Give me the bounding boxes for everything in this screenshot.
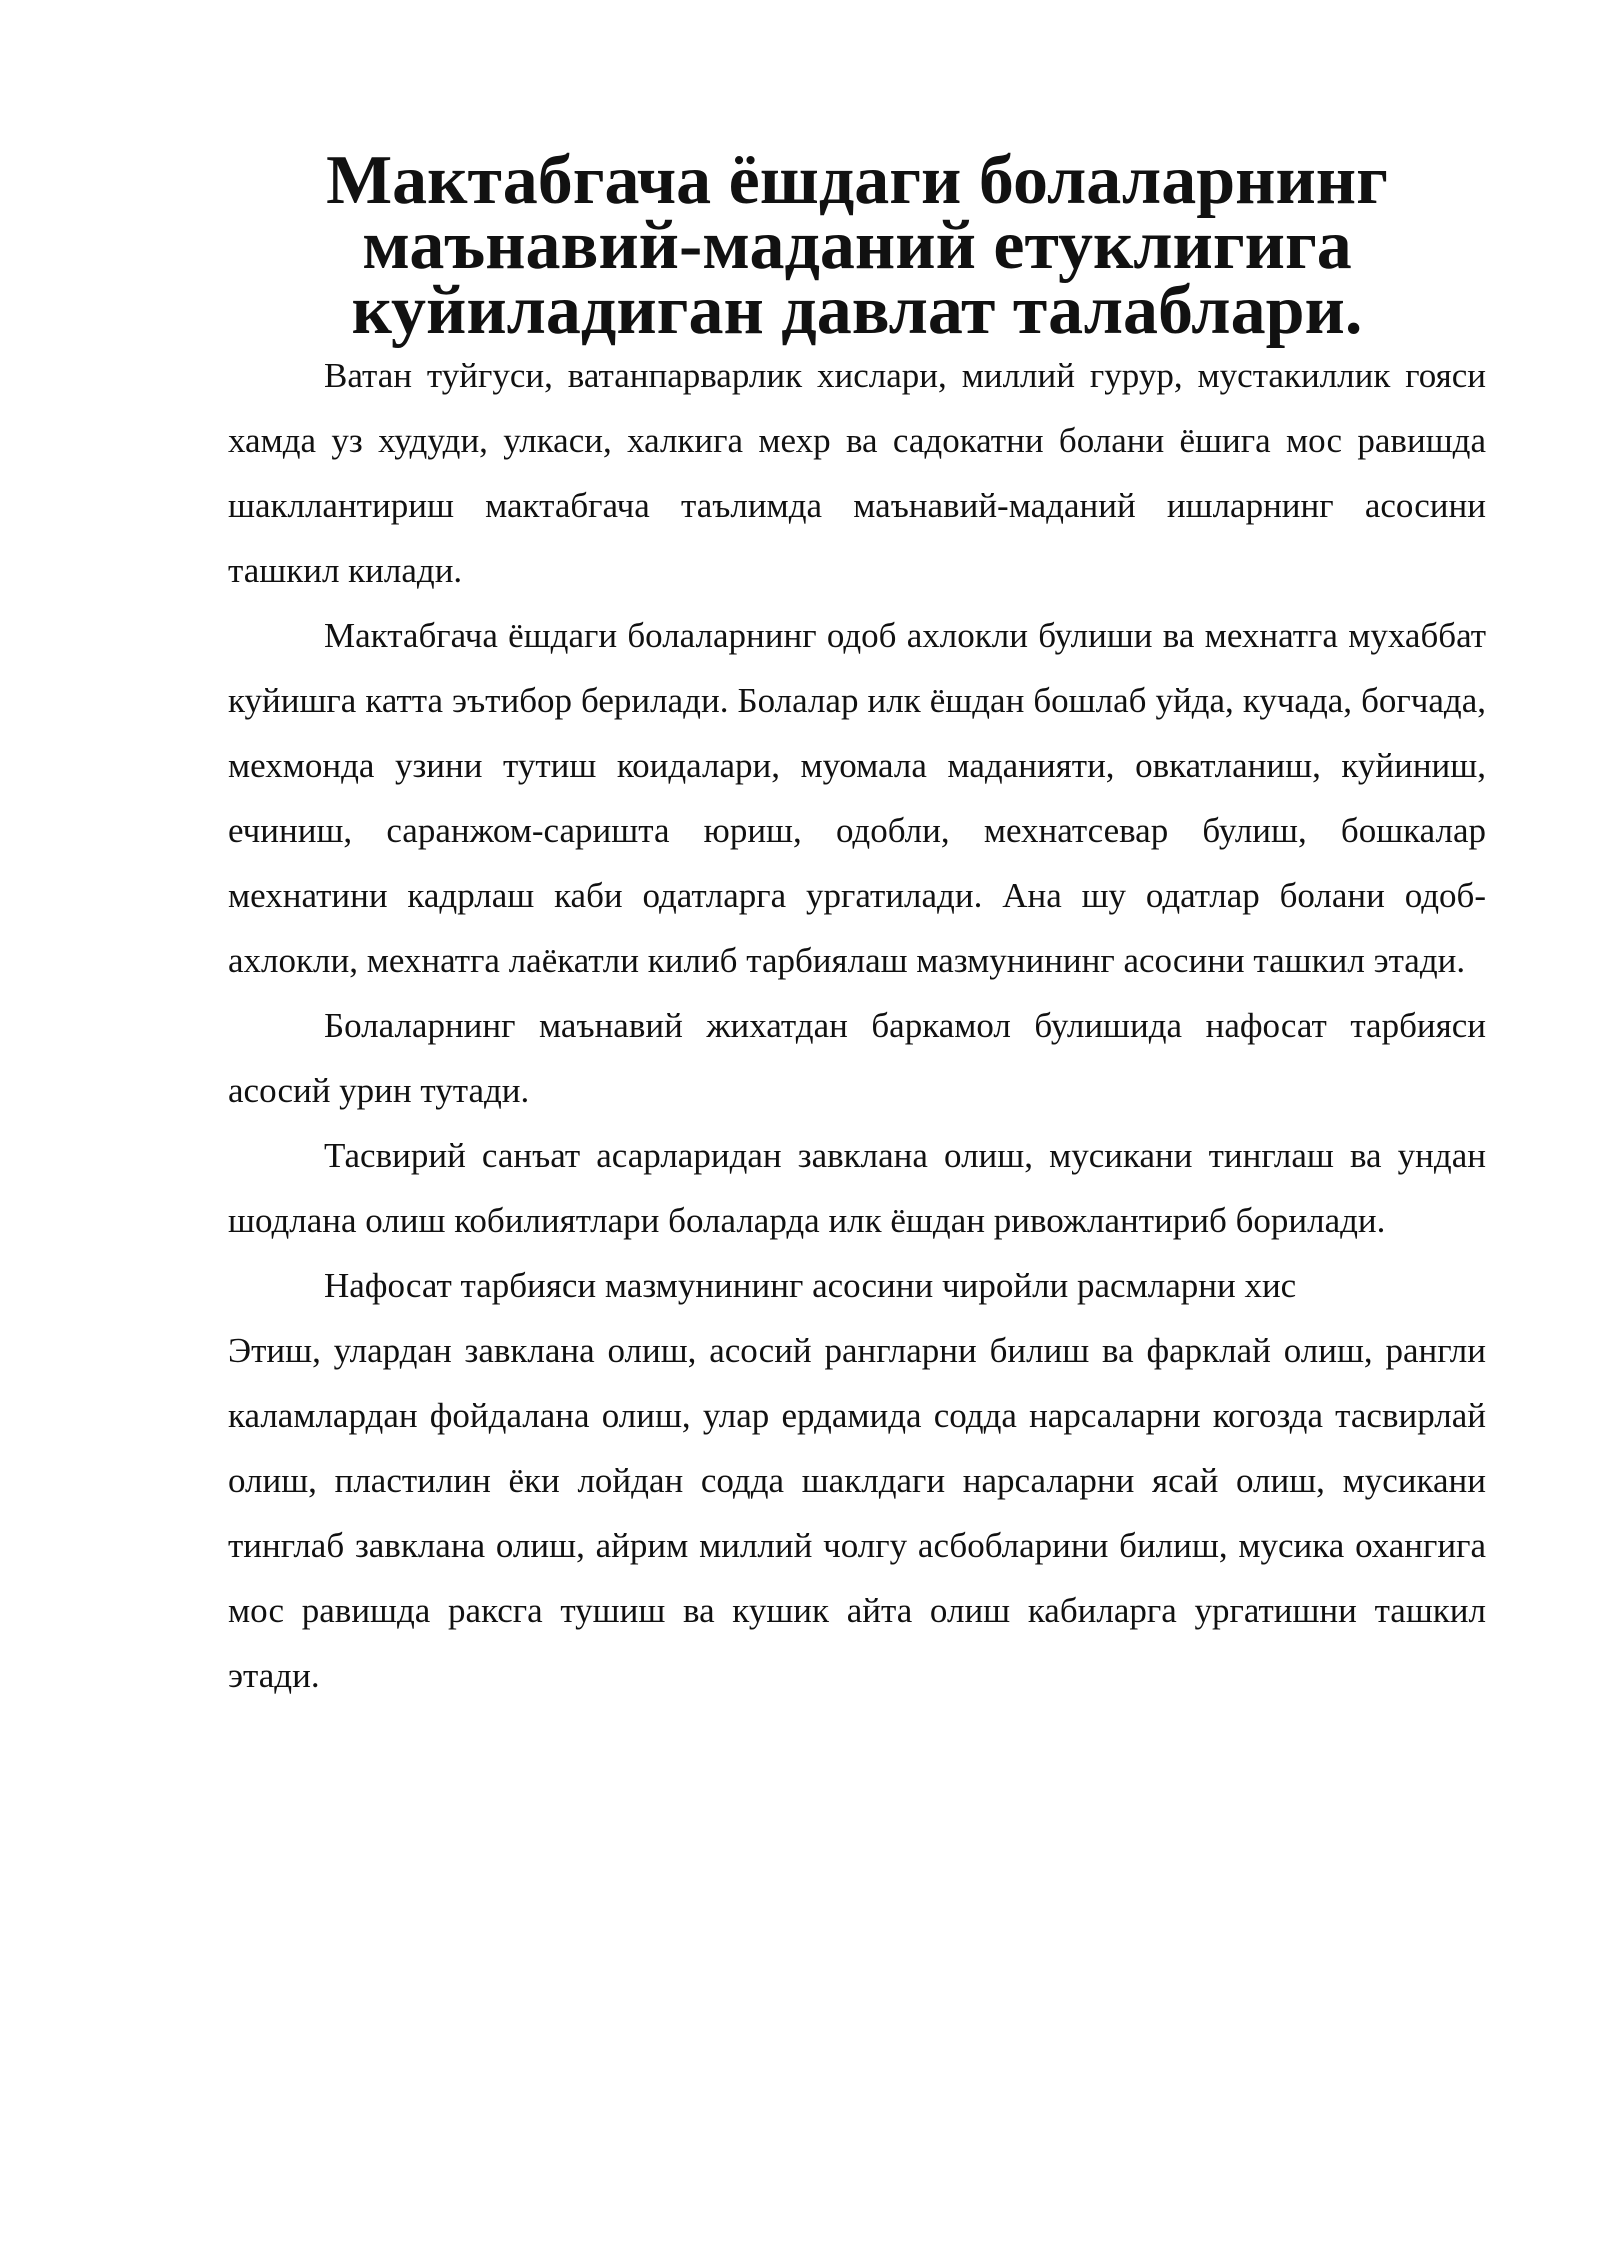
paragraph-5-rest: Этиш, улардан завклана олиш, асосий рангларни билиш ва фарклай олиш, рангли каламлардан фойдалана олиш, улар ердамида содда нарсаларни когозда тасвирлай олиш, пластилин ёки лойдан содда шаклдаги нарсаларни ясай олиш, мусикани тинглаб завклана олиш, айрим миллий чолгу асбобларини билиш, мусика охангига мос равишда раксга тушиш ва кушик айта олиш кабиларга ургатишни ташкил этади. [228, 1331, 1486, 1695]
paragraph-5 [228, 1253, 1486, 1708]
paragraph-1: Ватан туйгуси, ватанпарварлик хислари, миллий гурур, мустакиллик гояси хамда уз худуди, улкаси, халкига мехр ва садокатни болани ёшига мос равишда шакллантириш мактабгача таълимда маънавий-маданий ишларнинг асосини ташкил килади. [228, 356, 1486, 590]
paragraph-2: Мактабгача ёшдаги болаларнинг одоб ахлокли булиши ва мехнатга мухаббат куйишга катта эътибор берилади. Болалар илк ёшдан бошлаб уйда, кучада, богчада, мехмонда узини тутиш коидалари, муомала маданияти, овкатланиш, куйиниш, ечиниш, саранжом-саришта юриш, одобли, мехнатсевар булиш, бошкалар мехнатини кадрлаш каби одатларга ургатилади. Ана шу одатлар болани одоб-ахлокли, мехнатга лаёкатли килиб тарбиялаш мазмунининг асосини ташкил этади. [228, 616, 1486, 980]
paragraph-5-first-line: Нафосат тарбияси мазмунининг асосини чиройли расмларни хис [324, 1266, 1297, 1305]
title-line-1: Мактабгача ёшдаги болаларнинг маънавий-маданий етуклигига [326, 142, 1388, 284]
document-body [228, 142, 1486, 1708]
title-line-2: куйиладиган давлат талаблари. [351, 272, 1363, 349]
paragraph-4: Тасвирий санъат асарларидан завклана олиш, мусикани тинглаш ва ундан шодлана олиш кобилиятлари болаларда илк ёшдан ривожлантириб борилади. [228, 1136, 1486, 1240]
document-title [228, 142, 1486, 349]
paragraph-3: Болаларнинг маънавий жихатдан баркамол булишида нафосат тарбияси асосий урин тутади. [228, 1006, 1486, 1110]
